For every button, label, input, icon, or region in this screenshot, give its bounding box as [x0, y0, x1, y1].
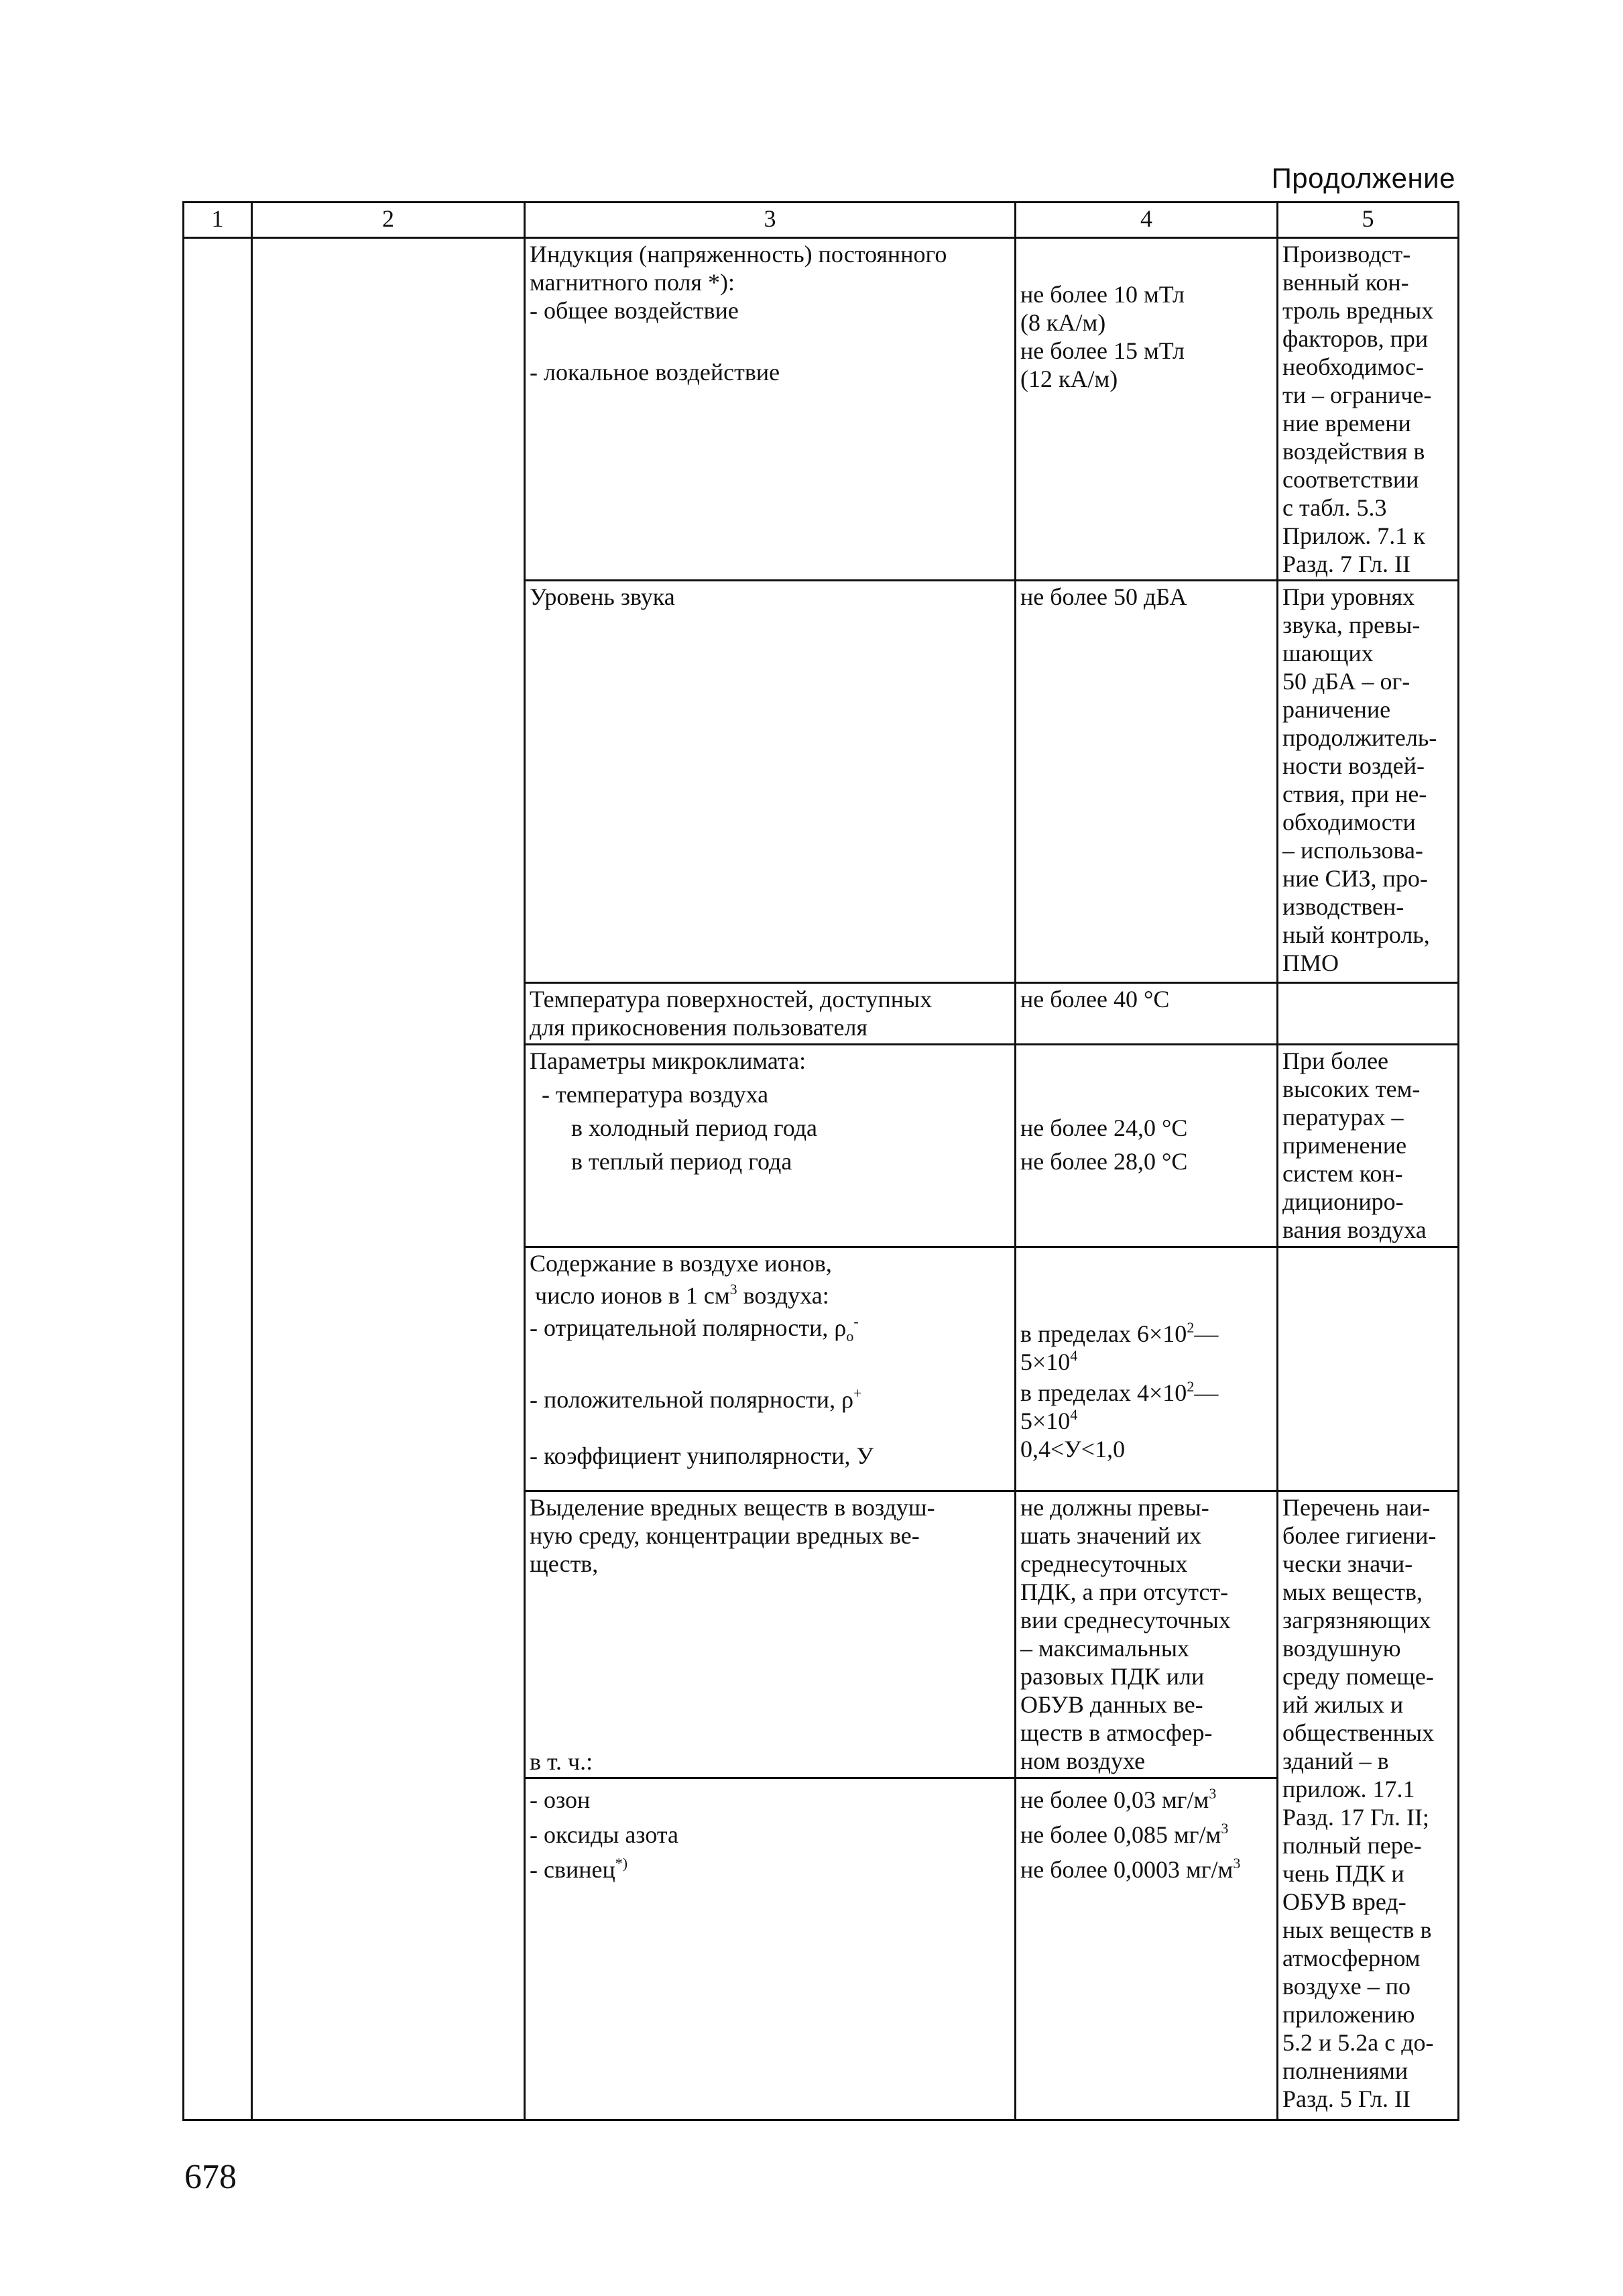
- param-cell: - озон - оксиды азота - свинец*): [525, 1778, 1016, 2120]
- col1-cell: [184, 238, 252, 2120]
- note-cell: При уровнях звука, превы- шающих 50 дБА – ог- раничение продолжитель- ности воздей- ствия, при не- обходимости – использова- ние СИЗ, про- изводствен- ный контроль, ПМО: [1278, 581, 1459, 983]
- col2-cell: [252, 238, 525, 2120]
- col-num-1: 1: [184, 203, 252, 238]
- table-row: [184, 238, 1459, 581]
- norm-cell: не более 40 °С: [1016, 983, 1278, 1045]
- note-cell: [1278, 983, 1459, 1045]
- col-num-5: 5: [1278, 203, 1459, 238]
- norm-cell: не более 10 мТл (8 кА/м) не более 15 мТл (12 кА/м): [1016, 238, 1278, 581]
- norm-cell: не должны превы- шать значений их среднесуточных ПДК, а при отсутст- вии среднесуточных – максимальных разовых ПДК или ОБУВ данных ве- ществ в атмосфер- ном воздухе: [1016, 1491, 1278, 1778]
- norm-cell: не более 24,0 °С не более 28,0 °С: [1016, 1045, 1278, 1247]
- column-number-row: [184, 203, 1459, 238]
- param-cell: Выделение вредных веществ в воздуш- ную среду, концентрации вредных ве- ществ, в т. ч.:: [525, 1491, 1016, 1778]
- note-cell: Перечень наи- более гигиени- чески значи- мых веществ, загрязняющих воздушную среду помеще- ий жилых и общественных зданий – в прилож. 17.1 Разд. 17 Гл. II; полный пере- чень ПДК и ОБУВ вред- ных веществ в атмосферном воздухе – по приложению 5.2 и 5.2а с до- полнениями Разд. 5 Гл. II: [1278, 1491, 1459, 2120]
- note-cell: [1278, 1247, 1459, 1491]
- norms-table: [182, 201, 1459, 2121]
- col-num-3: 3: [525, 203, 1016, 238]
- continuation-label: Продолжение: [1271, 162, 1455, 194]
- param-cell: Уровень звука: [525, 581, 1016, 983]
- col-num-4: 4: [1016, 203, 1278, 238]
- param-cell: Индукция (напряженность) постоянного магнитного поля *): - общее воздействие - локальное воздействие: [525, 238, 1016, 581]
- col-num-2: 2: [252, 203, 525, 238]
- norm-cell: не более 0,03 $мг/м^3$ не более 0,085 $мг/м^3$ не более 0,0003 $мг/м^3$: [1016, 1778, 1278, 2120]
- param-cell: Содержание в воздухе ионов, число ионов в 1 $см^3$ воздуха: - отрицательной полярности, $\rho_o^-$ - положительной полярности, ρ+ - коэффициент униполярности, У: [525, 1247, 1016, 1491]
- norm-cell: не более 50 дБА: [1016, 581, 1278, 983]
- param-cell: Параметры микроклимата: - температура воздуха в холодный период года в теплый период года: [525, 1045, 1016, 1247]
- norm-cell: в пределах $6\times 10^2—$ $5\times 10^4$ в пределах $4\times 10^2—$ $5\times 10^4$ 0,4<У<1,0: [1016, 1247, 1278, 1491]
- param-cell: Температура поверхностей, доступных для прикосновения пользователя: [525, 983, 1016, 1045]
- note-cell: При более высоких тем- пературах – применение систем кон- диционирo- вания воздуха: [1278, 1045, 1459, 1247]
- note-cell: Производст- венный кон- троль вредных факторов, при необходимос- ти – ограниче- ние времени воздействия в соответствии с табл. 5.3 Прилож. 7.1 к Разд. 7 Гл. II: [1278, 238, 1459, 581]
- page-number: 678: [184, 2158, 237, 2196]
